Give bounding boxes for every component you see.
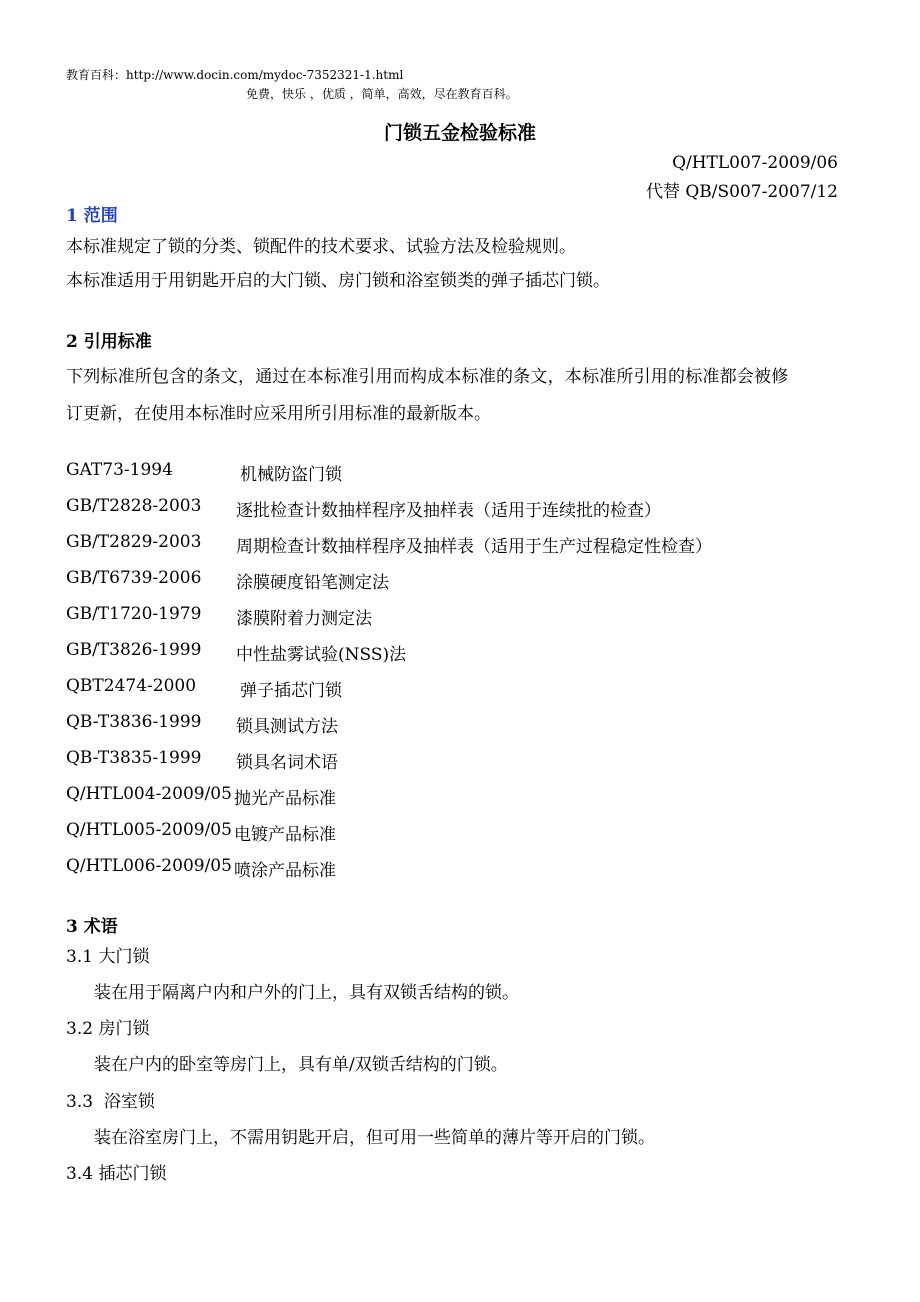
reference-name: 电镀产品标准: [234, 825, 336, 845]
section-2-heading: 2 引用标准: [66, 332, 152, 352]
document-code: Q/HTL007-2009/06: [672, 153, 838, 173]
site-slogan: 免费，快乐 ，优质 ，简单，高效，尽在教育百科。: [246, 87, 518, 101]
section-3-heading: 3 术语: [66, 917, 118, 937]
reference-name: 锁具测试方法: [236, 717, 338, 737]
reference-code: GAT73-1994: [66, 460, 173, 480]
reference-name: 机械防盗门锁: [240, 465, 342, 485]
term-label: 3.1 大门锁: [66, 947, 150, 967]
section-2-intro-line-2: 订更新，在使用本标准时应采用所引用标准的最新版本。: [66, 404, 491, 424]
reference-name: 喷涂产品标准: [234, 861, 336, 881]
reference-code: GB/T6739-2006: [66, 568, 202, 588]
reference-name: 逐批检查计数抽样程序及抽样表（适用于连续批的检查）: [236, 501, 661, 521]
reference-code: Q/HTL005-2009/05: [66, 820, 232, 840]
term-label: 3.2 房门锁: [66, 1019, 150, 1039]
reference-name: 涂膜硬度铅笔测定法: [236, 573, 389, 593]
reference-name: 周期检查计数抽样程序及抽样表（适用于生产过程稳定性检查）: [236, 537, 712, 557]
reference-code: GB/T3826-1999: [66, 640, 202, 660]
reference-name: 中性盐雾试验(NSS)法: [236, 645, 407, 665]
reference-code: QB-T3835-1999: [66, 748, 202, 768]
reference-code: GB/T1720-1979: [66, 604, 202, 624]
reference-code: GB/T2829-2003: [66, 532, 202, 552]
reference-name: 锁具名词术语: [236, 753, 338, 773]
term-definition: 装在用于隔离户内和户外的门上，具有双锁舌结构的锁。: [94, 983, 519, 1003]
section-1-paragraph-1: 本标准规定了锁的分类、锁配件的技术要求、试验方法及检验规则。: [66, 237, 576, 257]
term-definition: 装在户内的卧室等房门上，具有单/双锁舌结构的门锁。: [94, 1055, 508, 1075]
term-definition: 装在浴室房门上，不需用钥匙开启，但可用一些简单的薄片等开启的门锁。: [94, 1128, 655, 1148]
reference-code: Q/HTL006-2009/05: [66, 856, 232, 876]
reference-name: 漆膜附着力测定法: [236, 609, 372, 629]
section-1-heading: 1 范围: [66, 206, 118, 226]
reference-code: QB-T3836-1999: [66, 712, 202, 732]
term-label: 3.4 插芯门锁: [66, 1164, 167, 1184]
source-url-line: 教育百科：http://www.docin.com/mydoc-7352321-1.html: [66, 68, 404, 82]
term-label: 3.3 浴室锁: [66, 1092, 155, 1112]
reference-code: GB/T2828-2003: [66, 496, 202, 516]
reference-code: Q/HTL004-2009/05: [66, 784, 232, 804]
replaces-code: 代替 QB/S007-2007/12: [645, 182, 838, 202]
section-2-intro-line-1: 下列标准所包含的条文，通过在本标准引用而构成本标准的条文，本标准所引用的标准都会被修: [66, 367, 789, 387]
reference-name: 弹子插芯门锁: [240, 681, 342, 701]
document-title: 门锁五金检验标准: [383, 122, 536, 144]
reference-code: QBT2474-2000: [66, 676, 197, 696]
reference-name: 抛光产品标准: [234, 789, 336, 809]
section-1-paragraph-2: 本标准适用于用钥匙开启的大门锁、房门锁和浴室锁类的弹子插芯门锁。: [66, 271, 610, 291]
